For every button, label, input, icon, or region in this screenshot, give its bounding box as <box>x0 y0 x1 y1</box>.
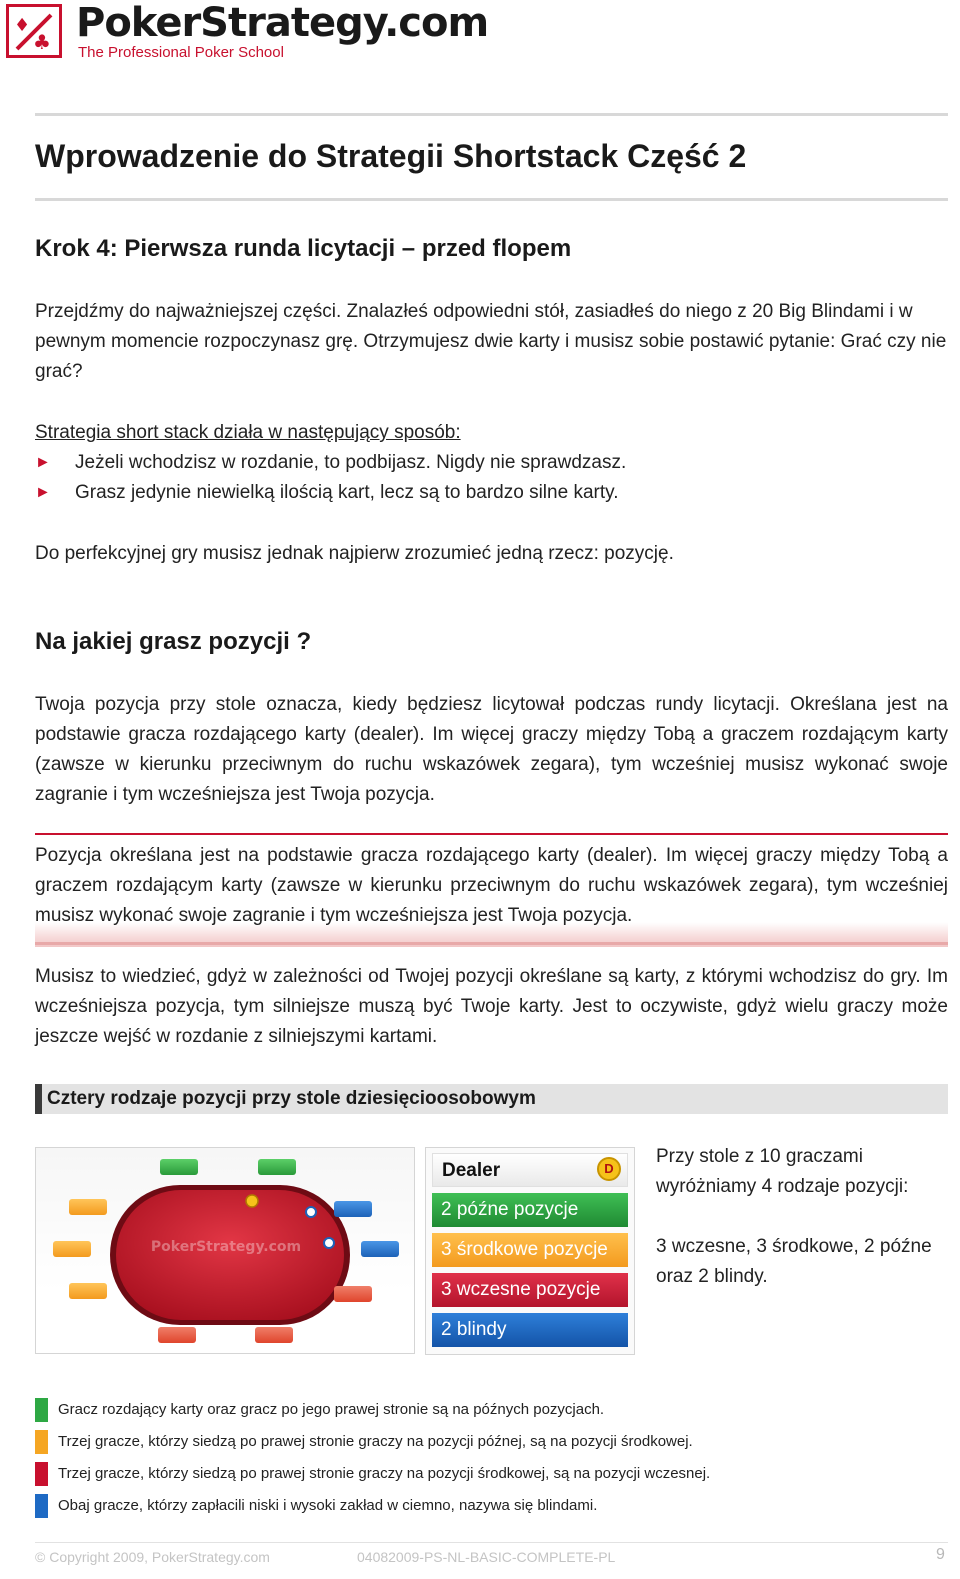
brand-name: PokerStrategy.com <box>76 0 489 46</box>
seat-early <box>255 1327 293 1343</box>
side-text-summary: 3 wczesne, 3 środkowe, 2 późne oraz 2 blindy. <box>656 1236 932 1287</box>
side-text-intro: Przy stole z 10 graczami wyróżniamy 4 rodzaje pozycji: <box>656 1146 909 1197</box>
footer-divider <box>35 1542 948 1543</box>
position-middle: 3 środkowe pozycje <box>432 1233 628 1267</box>
seat-big-blind <box>361 1241 399 1257</box>
seat-late <box>160 1159 198 1175</box>
logo-icon <box>6 4 62 58</box>
step4-heading: Krok 4: Pierwsza runda licytacji – przed flopem <box>35 235 572 262</box>
position-paragraph-2: Musisz to wiedzieć, gdyż w zależności od Twojej pozycji określane są karty, z którymi wchodzisz do gry. Im wcześniejsza pozycja, tym silniejsze muszą być Twoje karty. Jest to oczywiste, gdyż wielu graczy może jeszcze wejść w rozdanie z silniejszymi kartami. <box>35 966 948 1047</box>
seat-middle <box>69 1199 107 1215</box>
svg-text:♣: ♣ <box>33 30 51 54</box>
page-title: Wprowadzenie do Strategii Shortstack Część 2 <box>35 138 747 174</box>
highlight-text: Pozycja określana jest na podstawie gracza rozdającego karty (dealer). Im więcej graczy między Tobą a graczem rozdającym karty (zawsze w kierunku przeciwnym do ruchu wskazówek zegara), tym wcześniej musisz wykonać swoje zagranie i tym wcześniejsza jest Twoja pozycja. <box>35 845 948 926</box>
poker-table-illustration <box>35 1147 415 1354</box>
divider <box>35 113 948 116</box>
small-blind-chip-icon <box>306 1207 316 1217</box>
bullet-arrow-icon: ► <box>35 454 51 471</box>
footer-copyright: © Copyright 2009, PokerStrategy.com <box>35 1549 270 1565</box>
position-dealer: Dealer <box>432 1153 628 1187</box>
table-logo-text: PokerStrategy.com <box>150 1239 302 1255</box>
page-number: 9 <box>936 1546 945 1563</box>
strategy-heading: Strategia short stack działa w następujący sposób: <box>35 422 461 443</box>
legend-swatch-red <box>35 1462 48 1486</box>
bullet-arrow-icon: ► <box>35 484 51 501</box>
dealer-button-icon <box>246 1195 258 1207</box>
seat-middle <box>69 1283 107 1299</box>
legend-text: Obaj gracze, którzy zapłacili niski i wysoki zakład w ciemno, nazywa się blindami. <box>58 1497 598 1514</box>
brand-tagline: The Professional Poker School <box>78 44 284 61</box>
highlight-underline <box>35 942 948 945</box>
position-late: 2 późne pozycje <box>432 1193 628 1227</box>
divider <box>35 198 948 201</box>
position-early: 3 wczesne pozycje <box>432 1273 628 1307</box>
big-blind-chip-icon <box>324 1238 334 1248</box>
section-bar-accent <box>35 1084 42 1114</box>
legend-swatch-orange <box>35 1430 48 1454</box>
legend-swatch-green <box>35 1398 48 1422</box>
legend-swatch-blue <box>35 1494 48 1518</box>
dealer-button-icon: D <box>597 1157 621 1181</box>
bullet-text: Jeżeli wchodzisz w rozdanie, to podbijasz. Nigdy nie sprawdzasz. <box>75 452 627 473</box>
position-paragraph: Twoja pozycja przy stole oznacza, kiedy będziesz licytował podczas rundy licytacji. Określana jest na podstawie gracza rozdającego karty (dealer). Im więcej graczy między Tobą a graczem rozdającym karty (zawsze w kierunku przeciwnym do ruchu wskazówek zegara), tym wcześniej musisz wykonać swoje zagranie i tym wcześniejsza jest Twoja pozycja. <box>35 694 948 805</box>
svg-text:♦: ♦ <box>14 15 31 36</box>
seat-small-blind <box>334 1201 372 1217</box>
bullet-text: Grasz jedynie niewielką ilością kart, lecz są to bardzo silne karty. <box>75 482 619 503</box>
seat-early <box>158 1327 196 1343</box>
seat-early <box>334 1286 372 1302</box>
seat-dealer <box>258 1159 296 1175</box>
seat-middle <box>53 1241 91 1257</box>
legend-text: Trzej gracze, którzy siedzą po prawej stronie graczy na pozycji środkowej, są na pozycji wczesnej. <box>58 1465 711 1482</box>
step4-paragraph: Przejdźmy do najważniejszej części. Znalazłeś odpowiedni stół, zasiadłeś do niego z 20 Big Blindami i w pewnym momencie rozpoczynasz grę. Otrzymujesz dwie karty i musisz sobie postawić pytanie: Grać czy nie grać? <box>35 301 947 382</box>
position-blinds: 2 blindy <box>432 1313 628 1347</box>
step4-closing: Do perfekcyjnej gry musisz jednak najpierw zrozumieć jedną rzecz: pozycję. <box>35 543 674 564</box>
footer-doc-id: 04082009-PS-NL-BASIC-COMPLETE-PL <box>357 1549 616 1565</box>
legend-text: Trzej gracze, którzy siedzą po prawej stronie graczy na pozycji późnej, są na pozycji środkowej. <box>58 1433 693 1450</box>
position-heading: Na jakiej grasz pozycji ? <box>35 628 312 655</box>
legend-text: Gracz rozdający karty oraz gracz po jego prawej stronie są na późnych pozycjach. <box>58 1401 605 1418</box>
section-bar-title: Cztery rodzaje pozycji przy stole dziesięcioosobowym <box>47 1088 536 1109</box>
